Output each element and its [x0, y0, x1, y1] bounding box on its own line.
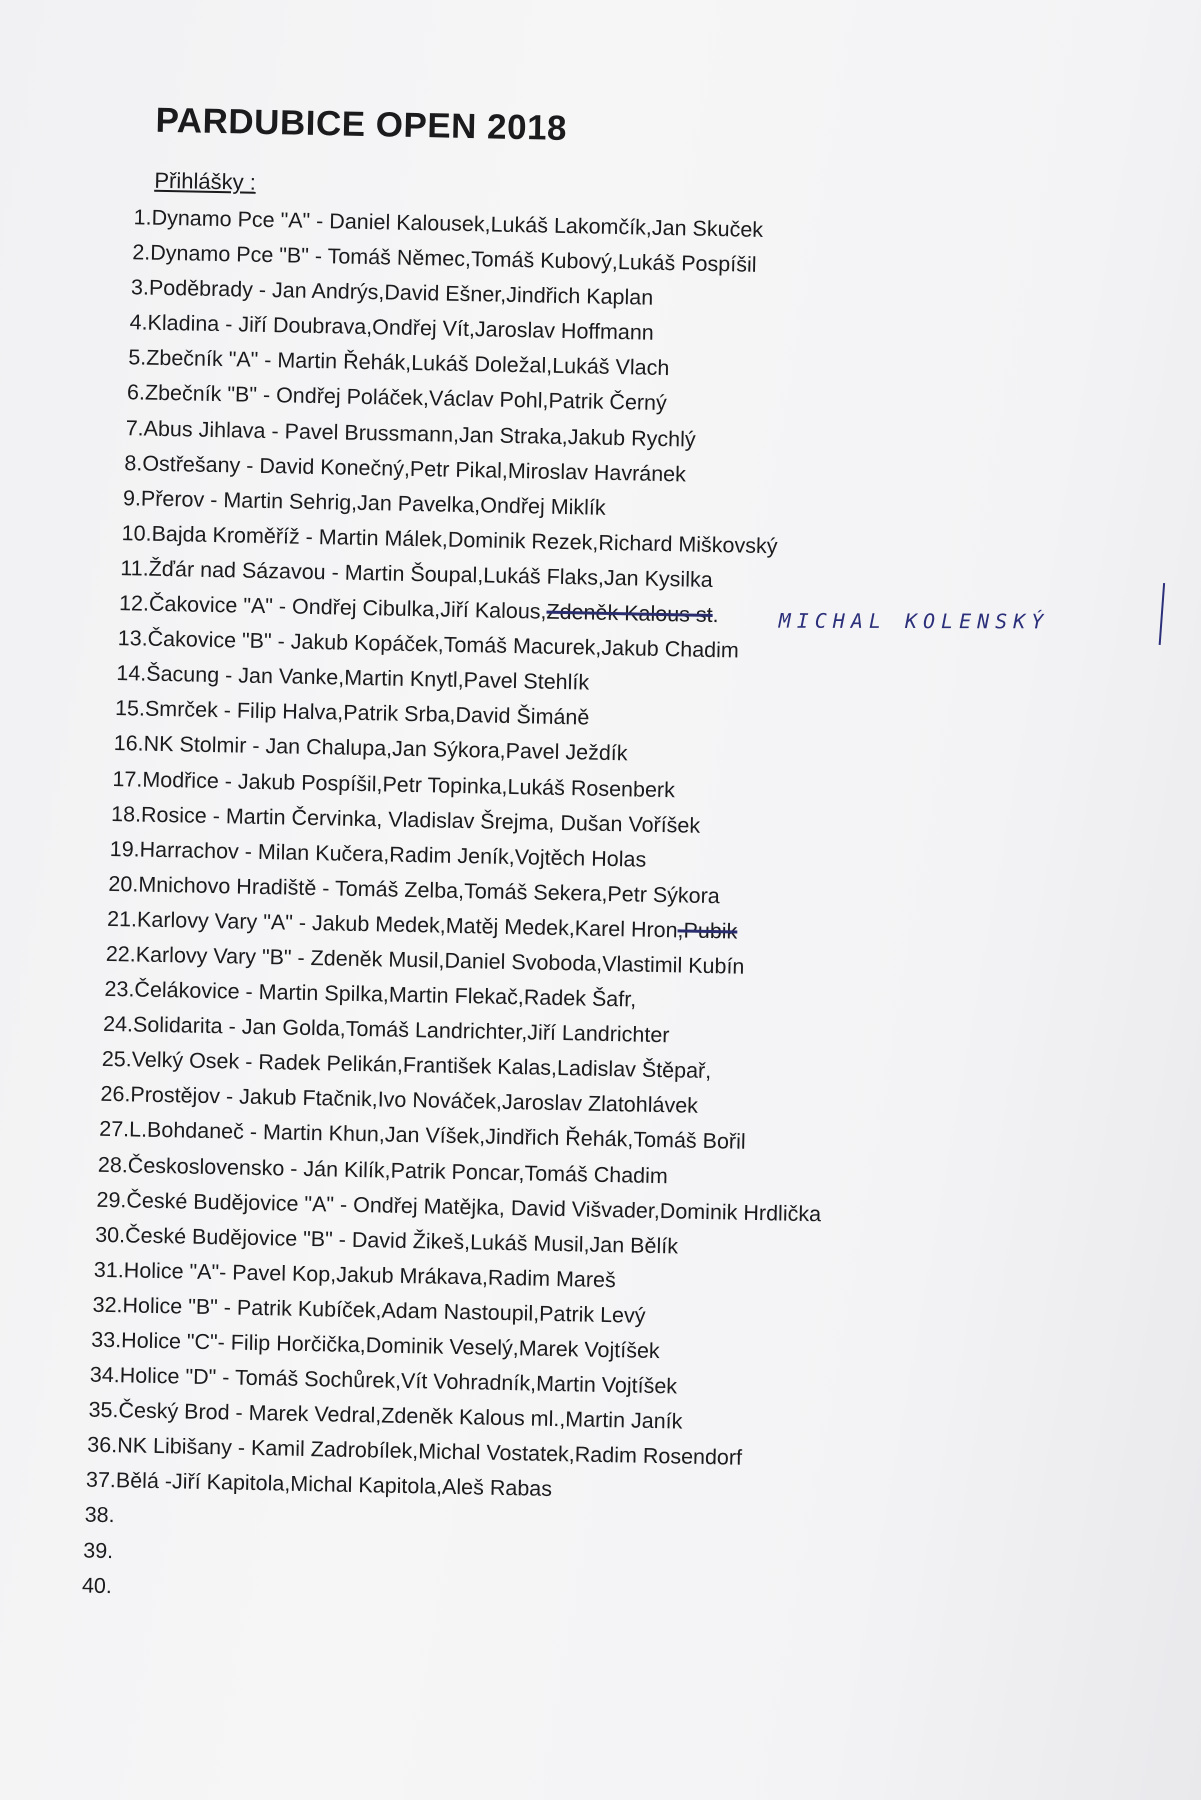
entry-text: Karlovy Vary "B" - Zdeněk Musil,Daniel Svoboda,Vlastimil Kubín — [135, 942, 745, 979]
entry-number: 15. — [114, 696, 146, 721]
entry-number: 9. — [122, 485, 142, 511]
entry-number: 16. — [113, 731, 144, 757]
entry-number: 6. — [126, 380, 146, 406]
entry-number: 1. — [133, 205, 152, 230]
struck-out-name: ,Pubik — [677, 918, 738, 944]
entry-text: Rosice - Martin Červinka, Vladislav Šrejma, Dušan Voříšek — [140, 802, 701, 838]
entry-text: Dynamo Pce "A" - Daniel Kalousek,Lukáš Lakomčík,Jan Skuček — [151, 205, 764, 242]
entry-number: 2. — [132, 240, 151, 265]
entry-text: Přerov - Martin Sehrig,Jan Pavelka,Ondřej Miklík — [140, 486, 606, 520]
entry-number: 33. — [91, 1327, 122, 1353]
entry-number: 24. — [102, 1012, 134, 1037]
entry-number: 23. — [104, 976, 135, 1002]
handwritten-note: MICHAL KOLENSKÝ — [778, 608, 1050, 634]
entry-number: 11. — [120, 556, 149, 581]
entry-text: L.Bohdaneč - Martin Khun,Jan Víšek,Jindřich Řehák,Tomáš Bořil — [128, 1117, 746, 1155]
entry-text: NK Libišany - Kamil Zadrobílek,Michal Vostatek,Radim Rosendorf — [116, 1433, 743, 1471]
entry-text: Český Brod - Marek Vedral,Zdeněk Kalous ml.,Martin Janík — [118, 1398, 683, 1434]
entry-text: Čakovice "B" - Jakub Kopáček,Tomáš Macurek,Jakub Chadim — [147, 626, 740, 663]
entry-number: 8. — [124, 450, 143, 476]
entry-text: Mnichovo Hradiště - Tomáš Zelba,Tomáš Sekera,Petr Sýkora — [138, 872, 720, 908]
page-title: PARDUBICE OPEN 2018 — [155, 100, 568, 148]
entry-text: Čelákovice - Martin Spilka,Martin Flekač,Radek Šafr, — [134, 977, 637, 1012]
entries-list — [81, 200, 1118, 1624]
entry-text: Holice "D" - Tomáš Sochůrek,Vít Vohradník,Martin Vojtíšek — [119, 1363, 678, 1399]
entry-number: 13. — [117, 626, 148, 651]
entry-number: 29. — [96, 1187, 127, 1212]
entry-number: 14. — [116, 661, 147, 686]
entry-number: 28. — [97, 1152, 129, 1177]
entry-number: 40. — [81, 1573, 113, 1598]
entry-suffix: . — [712, 603, 719, 628]
section-heading: Přihlášky : — [154, 167, 257, 195]
entry-text: Čakovice "A" - Ondřej Cibulka,Jiří Kalous, — [148, 591, 547, 624]
entry-text: Velký Osek - Radek Pelikán,František Kalas,Ladislav Štěpař, — [131, 1047, 712, 1084]
pen-stroke-mark — [1159, 583, 1165, 645]
entry-number: 39. — [83, 1538, 114, 1563]
entry-number: 7. — [125, 415, 144, 441]
entry-number: 19. — [109, 836, 140, 862]
entry-text: Šacung - Jan Vanke,Martin Knytl,Pavel Stehlík — [146, 661, 590, 695]
entry-text: Zbečník "A" - Martin Řehák,Lukáš Doležal,Lukáš Vlach — [146, 345, 670, 381]
entry-number: 10. — [121, 520, 152, 546]
entry-number: 31. — [93, 1257, 125, 1283]
struck-out-name: Zdeněk Kalous st — [546, 599, 713, 628]
entry-number: 36. — [87, 1432, 118, 1458]
entry-text: Abus Jihlava - Pavel Brussmann,Jan Straka,Jakub Rychlý — [143, 416, 696, 452]
entry-text: NK Stolmir - Jan Chalupa,Jan Sýkora,Pavel Ježdík — [143, 732, 628, 766]
entry-text: Holice "C"- Filip Horčička,Dominik Veselý,Marek Vojtíšek — [120, 1328, 660, 1364]
entry-number: 18. — [110, 801, 142, 827]
entry-text: Holice "B" - Patrik Kubíček,Adam Nastoupil,Patrik Levý — [122, 1293, 646, 1328]
entry-number: 3. — [130, 275, 150, 300]
entry-number: 30. — [94, 1222, 126, 1248]
entry-text: Smrček - Filip Halva,Patrik Srba,David Šimáně — [144, 696, 590, 730]
entry-text: Zbečník "B" - Ondřej Poláček,Václav Pohl,Patrik Černý — [144, 381, 668, 416]
registration-list — [81, 100, 1120, 1624]
entry-number: 20. — [108, 871, 139, 897]
entry-number: 5. — [128, 345, 147, 370]
entry-number: 25. — [101, 1047, 132, 1072]
entry-text: Modřice - Jakub Pospíšil,Petr Topinka,Lukáš Rosenberk — [142, 767, 676, 802]
entry-text: České Budějovice "A" - Ondřej Matějka, David Višvader,Dominik Hrdlička — [126, 1187, 822, 1226]
entry-number: 21. — [106, 906, 138, 932]
entry-number: 27. — [99, 1117, 130, 1142]
entry-text: Ostřešany - David Konečný,Petr Pikal,Miroslav Havránek — [142, 451, 687, 487]
entry-text: Prostějov - Jakub Ftačnik,Ivo Nováček,Jaroslav Zlatohlávek — [130, 1082, 699, 1119]
entry-number: 22. — [105, 941, 136, 967]
entry-number: 37. — [85, 1467, 117, 1493]
entry-text: Bajda Kroměříž - Martin Málek,Dominik Rezek,Richard Miškovský — [151, 521, 778, 559]
entry-text: Harrachov - Milan Kučera,Radim Jeník,Vojtěch Holas — [139, 837, 647, 872]
entry-text: Karlovy Vary "A" - Jakub Medek,Matěj Medek,Karel Hron — [136, 907, 678, 943]
entry-text: Kladina - Jiří Doubrava,Ondřej Vít,Jaroslav Hoffmann — [147, 310, 654, 346]
entry-text: Československo - Ján Kilík,Patrik Poncar,Tomáš Chadim — [127, 1152, 669, 1188]
entry-number: 26. — [100, 1082, 131, 1107]
entry-number: 17. — [112, 766, 143, 792]
entry-text: Solidarita - Jan Golda,Tomáš Landrichter,Jiří Landrichter — [132, 1012, 670, 1048]
entry-text: Bělá -Jiří Kapitola,Michal Kapitola,Aleš Rabas — [115, 1468, 553, 1502]
entry-text: Dynamo Pce "B" - Tomáš Němec,Tomáš Kubový,Lukáš Pospíšil — [150, 240, 757, 277]
entry-number: 12. — [118, 591, 150, 616]
entry-number: 34. — [89, 1362, 121, 1388]
entry-text: České Budějovice "B" - David Žikeš,Lukáš Musil,Jan Bělík — [124, 1223, 679, 1259]
entry-number: 38. — [84, 1503, 115, 1528]
entry-number: 35. — [88, 1397, 119, 1423]
entry-number: 4. — [129, 310, 148, 335]
entry-text: Poděbrady - Jan Andrýs,David Ešner,Jindřich Kaplan — [148, 275, 654, 310]
entry-number: 32. — [92, 1292, 123, 1318]
entry-text: Žďár nad Sázavou - Martin Šoupal,Lukáš Flaks,Jan Kysilka — [148, 556, 713, 592]
entry-text: Holice "A"- Pavel Kop,Jakub Mrákava,Radim Mareš — [123, 1258, 617, 1292]
